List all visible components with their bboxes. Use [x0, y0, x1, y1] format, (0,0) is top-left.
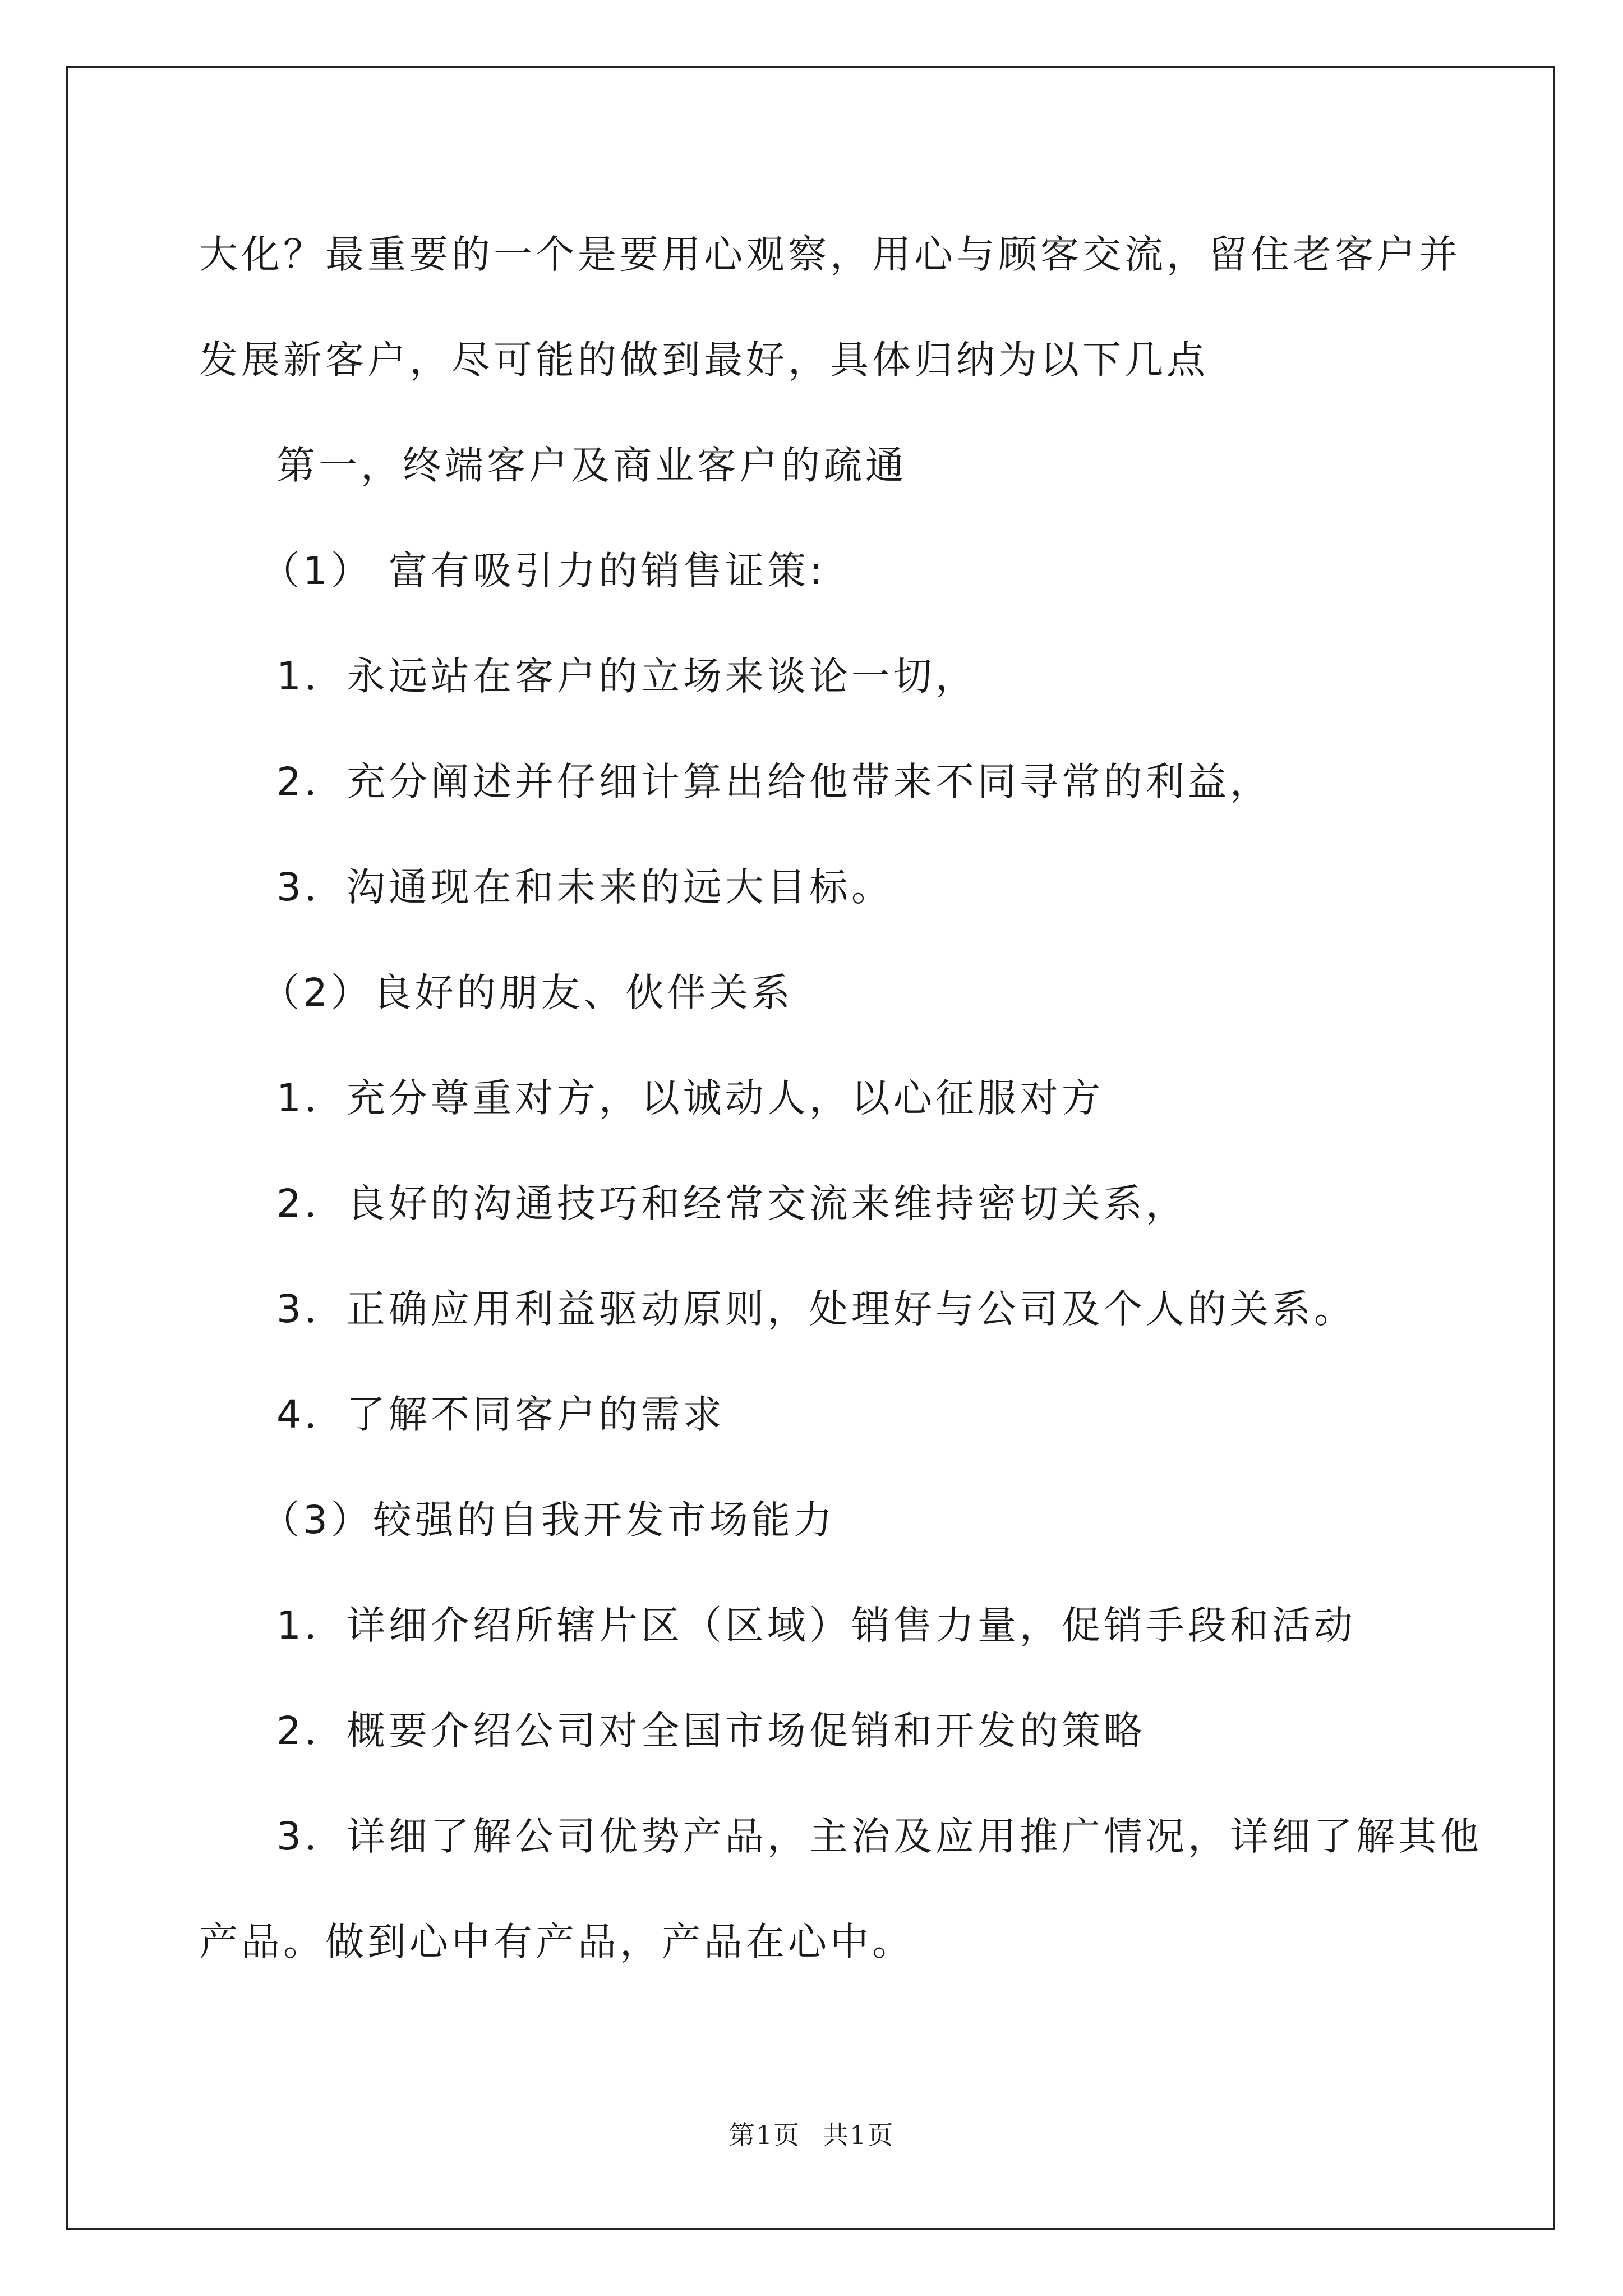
page-number-current: 第1页	[728, 2120, 800, 2150]
page-number-total: 共1页	[823, 2120, 895, 2150]
list-item: 2．良好的沟通技巧和经常交流来维持密切关系，	[276, 1181, 1188, 1226]
page-footer	[0, 2115, 1623, 2152]
paragraph-continuation: 产品。做到心中有产品，产品在心中。	[199, 1920, 914, 1964]
subheading-3: （3）较强的自我开发市场能力	[261, 1498, 836, 1543]
paragraph-2: 发展新客户，尽可能的做到最好，具体归纳为以下几点	[199, 338, 1209, 383]
list-item: 3．沟通现在和未来的远大目标。	[276, 865, 893, 910]
subheading-2: （2）良好的朋友、伙伴关系	[261, 970, 794, 1015]
list-item: 4．了解不同客户的需求	[276, 1392, 725, 1437]
paragraph-1: 大化？最重要的一个是要用心观察，用心与顾客交流，留住老客户并	[199, 232, 1461, 277]
list-item: 1．详细介绍所辖片区（区域）销售力量，促销手段和活动	[276, 1603, 1356, 1648]
list-item: 2．概要介绍公司对全国市场促销和开发的策略	[276, 1709, 1146, 1754]
document-body	[199, 202, 1482, 1995]
list-item: 3．正确应用利益驱动原则，处理好与公司及个人的关系。	[276, 1287, 1356, 1332]
section-heading-1: 第一，终端客户及商业客户的疏通	[276, 443, 907, 488]
list-item: 3．详细了解公司优势产品，主治及应用推广情况，详细了解其他	[276, 1814, 1482, 1859]
list-item: 1．充分尊重对方，以诚动人，以心征服对方	[276, 1076, 1104, 1121]
list-item: 2．充分阐述并仔细计算出给他带来不同寻常的利益，	[276, 760, 1272, 804]
list-item: 1．永远站在客户的立场来谈论一切，	[276, 654, 978, 699]
subheading-1: （1） 富有吸引力的销售证策:	[261, 549, 826, 593]
